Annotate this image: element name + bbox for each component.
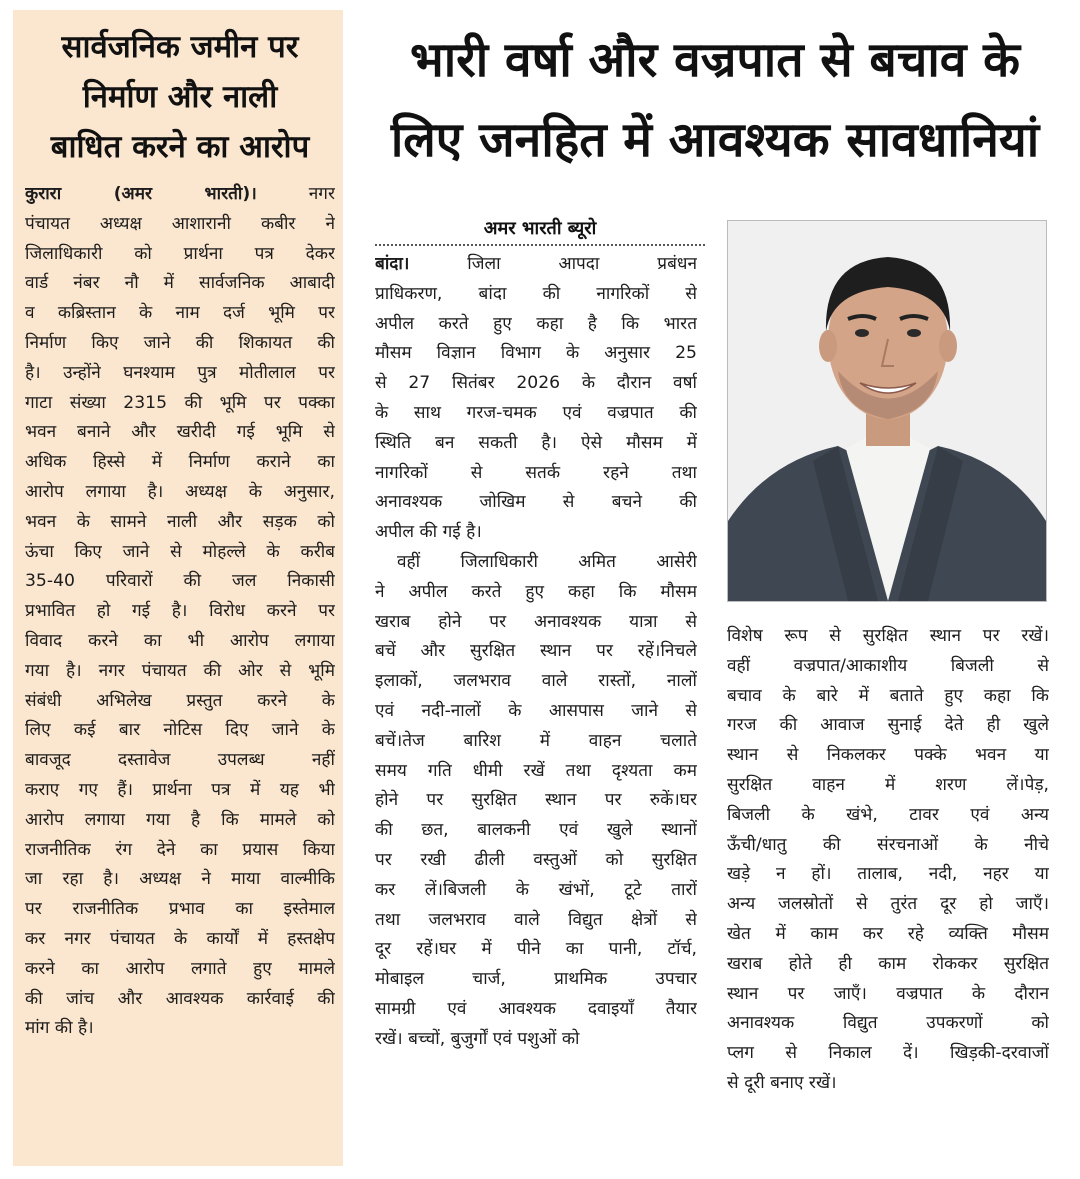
body-line: प्राधिकरण, बांदा की नागरिकों से: [375, 283, 697, 304]
main-headline: [360, 20, 1070, 180]
body-line: जा रहा है। अध्यक्ष ने माया वाल्मीकि: [25, 869, 335, 890]
body-line: निर्माण किए जाने की शिकायत की: [25, 332, 335, 353]
body-line: बचाव के बारे में बताते हुए कहा कि: [727, 685, 1049, 706]
body-line: एवं नदी-नालों के आसपास जाने से: [375, 700, 697, 721]
body-line: वहीं जिलाधिकारी अमित आसेरी: [397, 551, 697, 572]
body-line: वार्ड नंबर नौ में सार्वजनिक आबादी: [25, 273, 335, 294]
body-line: की छत, बालकनी एवं खुले स्थानों: [375, 820, 697, 841]
body-line: संबंधी अभिलेख प्रस्तुत करने के: [25, 690, 335, 711]
body-text: जिला आपदा प्रबंधन: [467, 254, 697, 274]
body-line: प्लग से निकाल दें। खिड़की-दरवाजों: [727, 1043, 1049, 1064]
body-line: रखें। बच्चों, बुजुर्गों एवं पशुओं को: [375, 1028, 580, 1049]
body-line: सामग्री एवं आवश्यक दवाइयाँ तैयार: [375, 998, 697, 1019]
body-line: ने अपील करते हुए कहा कि मौसम: [375, 581, 697, 602]
body-line: विशेष रूप से सुरक्षित स्थान पर रखें।: [727, 626, 1049, 646]
body-line: गया है। नगर पंचायत की ओर से भूमि: [25, 660, 335, 681]
body-line: गरज की आवाज सुनाई देते ही खुले: [727, 715, 1049, 736]
body-line: बावजूद दस्तावेज उपलब्ध नहीं: [25, 750, 335, 771]
body-line: बिजली के खंभे, टावर एवं अन्य: [727, 804, 1049, 825]
body-line: पंचायत अध्यक्ष आशारानी कबीर ने: [25, 213, 335, 234]
left-story-body: [25, 180, 335, 1044]
body-line: सुरक्षित वाहन में शरण लें।पेड़,: [727, 774, 1049, 795]
main-story-body-1: [375, 250, 697, 1055]
body-line: खराब होने पर अनावश्यक यात्रा से: [375, 611, 697, 632]
body-line: नागरिकों से सतर्क रहने तथा: [375, 462, 697, 483]
body-line: आरोप लगाया है। अध्यक्ष के अनुसार,: [25, 481, 335, 502]
body-line: के साथ गरज-चमक एवं वज्रपात की: [375, 402, 697, 423]
left-story-panel: [13, 10, 343, 1166]
body-line: से दूरी बनाए रखें।: [727, 1072, 837, 1093]
body-line: गाटा संख्या 2315 की भूमि पर पक्का: [25, 392, 335, 413]
headline-line: निर्माण और नाली: [82, 79, 278, 115]
body-line: स्थान पर जाएँ। वज्रपात के दौरान: [727, 983, 1049, 1004]
body-line: भवन के सामने नाली और सड़क को: [25, 511, 335, 532]
body-line: अन्य जलस्रोतों से तुरंत दूर हो जाएँ।: [727, 894, 1049, 915]
body-line: मौसम विज्ञान विभाग के अनुसार 25: [375, 343, 697, 364]
body-line: इलाकों, जलभराव वाले रास्तों, नालों: [375, 671, 697, 692]
body-line: अपील करते हुए कहा है कि भारत: [375, 313, 697, 334]
headline-line: भारी वर्षा और वज्रपात से बचाव के: [409, 32, 1021, 88]
body-line: अनावश्यक जोखिम से बचने की: [375, 492, 697, 513]
body-line: लिए कई बार नोटिस दिए जाने के: [25, 720, 335, 741]
body-line: स्थिति बन सकती है। ऐसे मौसम में: [375, 432, 697, 453]
headline-line: बाधित करने का आरोप: [50, 129, 310, 165]
body-line: ऊंचा किए जाने से मोहल्ले के करीब: [25, 541, 335, 562]
body-line: मोबाइल चार्ज, प्राथमिक उपचार: [375, 969, 697, 990]
body-line: दूर रहें।घर में पीने का पानी, टॉर्च,: [375, 939, 697, 960]
body-line: आरोप लगाया गया है कि मामले को: [25, 809, 335, 830]
body-line: करने का आरोप लगाते हुए मामले: [25, 958, 335, 979]
left-story-dateline: कुरारा (अमर भारती)।: [25, 184, 257, 204]
body-line: की जांच और आवश्यक कार्रवाई की: [25, 988, 335, 1009]
headline-line: लिए जनहित में आवश्यक सावधानियां: [390, 112, 1040, 168]
headline-line: सार्वजनिक जमीन पर: [61, 29, 299, 65]
body-line: स्थान से निकलकर पक्के भवन या: [727, 745, 1049, 766]
main-story-dateline: बांदा।: [375, 254, 410, 274]
left-story-headline: [25, 22, 335, 172]
body-line: अपील की गई है।: [375, 522, 482, 543]
body-text: नगर: [308, 184, 335, 204]
body-line: होने पर सुरक्षित स्थान पर रुकें।घर: [375, 790, 697, 811]
body-line: है। उन्होंने घनश्याम पुत्र मोतीलाल पर: [25, 362, 335, 383]
official-photo: [727, 220, 1047, 602]
body-line: भवन बनाने और खरीदी गई भूमि से: [25, 422, 335, 443]
body-line: वहीं वज्रपात/आकाशीय बिजली से: [727, 655, 1049, 676]
body-line: मांग की है।: [25, 1018, 94, 1039]
body-line: विवाद करने का भी आरोप लगाया: [25, 630, 335, 651]
body-line: प्रभावित हो गई है। विरोध करने पर: [25, 601, 335, 622]
main-story-column-1: [375, 250, 697, 1055]
body-line: पर रखी ढीली वस्तुओं को सुरक्षित: [375, 849, 697, 870]
body-line: खेत में काम कर रहे व्यक्ति मौसम: [727, 923, 1049, 944]
body-line: राजनीतिक रंग देने का प्रयास किया: [25, 839, 335, 860]
portrait-illustration: [728, 221, 1046, 601]
body-line: बचें और सुरक्षित स्थान पर रहें।निचले: [375, 641, 697, 662]
body-line: खड़े न हों। तालाब, नदी, नहर या: [727, 864, 1049, 885]
byline: अमर भारती ब्यूरो: [375, 216, 705, 246]
body-line: अधिक हिस्से में निर्माण कराने का: [25, 452, 335, 473]
body-line: 35-40 परिवारों की जल निकासी: [25, 571, 335, 592]
body-line: [25, 180, 335, 210]
body-line: अनावश्यक विद्युत उपकरणों को: [727, 1013, 1049, 1034]
body-line: व कब्रिस्तान के नाम दर्ज भूमि पर: [25, 303, 335, 324]
body-line: से 27 सितंबर 2026 के दौरान वर्षा: [375, 373, 697, 394]
main-story-body-2: [727, 622, 1049, 1099]
body-line: समय गति धीमी रखें तथा दृश्यता कम: [375, 760, 697, 781]
body-line: कर नगर पंचायत के कार्यों में हस्तक्षेप: [25, 928, 335, 949]
body-line: पर राजनीतिक प्रभाव का इस्तेमाल: [25, 899, 335, 920]
main-story-column-2: [727, 622, 1049, 1099]
body-line: कराए गए हैं। प्रार्थना पत्र में यह भी: [25, 779, 335, 800]
body-line: बचें।तेज बारिश में वाहन चलाते: [375, 730, 697, 751]
body-line: तथा जलभराव वाले विद्युत क्षेत्रों से: [375, 909, 697, 930]
body-line: ऊँची/धातु की संरचनाओं के नीचे: [727, 834, 1049, 855]
body-line: [375, 250, 697, 280]
body-line: जिलाधिकारी को प्रार्थना पत्र देकर: [25, 243, 335, 264]
body-line: खराब होते ही काम रोककर सुरक्षित: [727, 953, 1049, 974]
body-line: कर लें।बिजली के खंभों, टूटे तारों: [375, 879, 697, 900]
